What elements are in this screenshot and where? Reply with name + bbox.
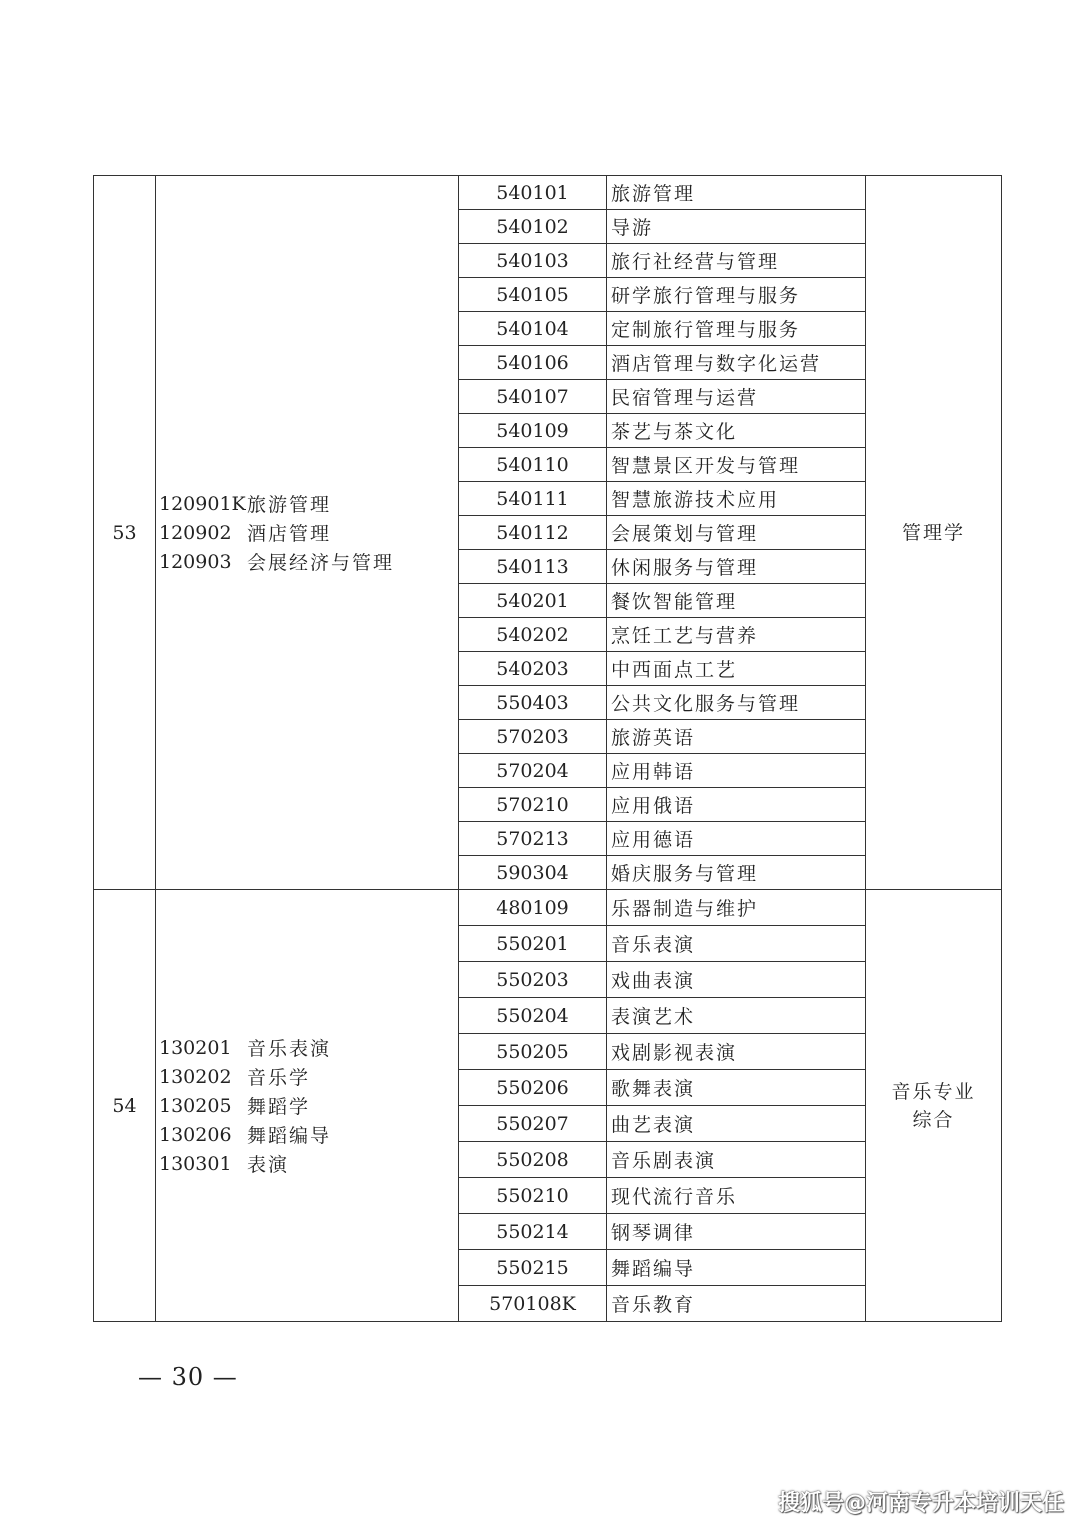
vocational-major-code: 570108K xyxy=(459,1286,607,1322)
vocational-major-name: 公共文化服务与管理 xyxy=(607,686,866,720)
exam-subject-line: 管理学 xyxy=(901,521,965,544)
vocational-major-code: 550206 xyxy=(459,1070,607,1106)
vocational-major-code: 480109 xyxy=(459,890,607,926)
vocational-major-code: 550215 xyxy=(459,1250,607,1286)
exam-subject-cell xyxy=(866,176,1002,890)
watermark: 搜狐号@河南专升本培训天任 xyxy=(778,1491,1065,1516)
vocational-major-name: 旅行社经营与管理 xyxy=(607,244,866,278)
vocational-major-name: 舞蹈编导 xyxy=(607,1250,866,1286)
undergrad-major-name: 音乐学 xyxy=(247,1067,311,1089)
vocational-major-name: 音乐教育 xyxy=(607,1286,866,1322)
undergrad-major-name: 表演 xyxy=(247,1154,290,1176)
vocational-major-name: 现代流行音乐 xyxy=(607,1178,866,1214)
vocational-major-name: 钢琴调律 xyxy=(607,1214,866,1250)
vocational-major-code: 570210 xyxy=(459,788,607,822)
vocational-major-name: 表演艺术 xyxy=(607,998,866,1034)
vocational-major-code: 540111 xyxy=(459,482,607,516)
vocational-major-name: 音乐剧表演 xyxy=(607,1142,866,1178)
vocational-major-code: 540106 xyxy=(459,346,607,380)
undergrad-major-name: 舞蹈编导 xyxy=(247,1125,332,1147)
undergrad-major-item xyxy=(159,518,458,547)
vocational-major-code: 540105 xyxy=(459,278,607,312)
vocational-major-name: 智慧景区开发与管理 xyxy=(607,448,866,482)
vocational-major-code: 540203 xyxy=(459,652,607,686)
vocational-major-code: 570203 xyxy=(459,720,607,754)
undergrad-major-code: 130301 xyxy=(159,1152,232,1175)
vocational-major-name: 定制旅行管理与服务 xyxy=(607,312,866,346)
undergrad-major-item xyxy=(159,547,458,576)
vocational-major-name: 歌舞表演 xyxy=(607,1070,866,1106)
undergrad-major-code: 120901K xyxy=(159,492,246,515)
vocational-major-name: 烹饪工艺与营养 xyxy=(607,618,866,652)
vocational-major-code: 540101 xyxy=(459,176,607,210)
undergrad-major-code: 130202 xyxy=(159,1065,232,1088)
table-row xyxy=(94,890,1002,926)
undergrad-major-code: 130201 xyxy=(159,1036,232,1059)
group-seq: 53 xyxy=(94,176,156,890)
vocational-major-code: 540112 xyxy=(459,516,607,550)
undergrad-major-name: 会展经济与管理 xyxy=(247,552,395,574)
vocational-major-code: 540107 xyxy=(459,380,607,414)
vocational-major-name: 曲艺表演 xyxy=(607,1106,866,1142)
undergrad-major-name: 舞蹈学 xyxy=(247,1096,311,1118)
vocational-major-code: 540202 xyxy=(459,618,607,652)
undergrad-major-item xyxy=(159,489,458,518)
vocational-major-name: 旅游管理 xyxy=(607,176,866,210)
vocational-major-code: 540113 xyxy=(459,550,607,584)
vocational-major-name: 应用韩语 xyxy=(607,754,866,788)
page-number: — 30 — xyxy=(138,1363,238,1391)
group-seq: 54 xyxy=(94,890,156,1322)
undergrad-major-item xyxy=(159,1091,458,1120)
undergrad-major-code: 130206 xyxy=(159,1123,232,1146)
vocational-major-code: 550205 xyxy=(459,1034,607,1070)
undergrad-major-code: 120902 xyxy=(159,521,232,544)
exam-subject-cell xyxy=(866,890,1002,1322)
undergrad-major-item xyxy=(159,1062,458,1091)
vocational-major-name: 戏剧影视表演 xyxy=(607,1034,866,1070)
vocational-major-name: 导游 xyxy=(607,210,866,244)
undergrad-major-item xyxy=(159,1149,458,1178)
vocational-major-code: 570213 xyxy=(459,822,607,856)
vocational-major-code: 550214 xyxy=(459,1214,607,1250)
vocational-major-name: 中西面点工艺 xyxy=(607,652,866,686)
undergrad-major-name: 旅游管理 xyxy=(247,494,332,516)
major-mapping-table xyxy=(93,175,1002,1322)
vocational-major-name: 会展策划与管理 xyxy=(607,516,866,550)
vocational-major-name: 酒店管理与数字化运营 xyxy=(607,346,866,380)
vocational-major-code: 540104 xyxy=(459,312,607,346)
undergrad-majors-cell xyxy=(156,176,459,890)
vocational-major-code: 540103 xyxy=(459,244,607,278)
vocational-major-code: 550204 xyxy=(459,998,607,1034)
undergrad-major-name: 音乐表演 xyxy=(247,1038,332,1060)
vocational-major-code: 590304 xyxy=(459,856,607,890)
vocational-major-code: 550208 xyxy=(459,1142,607,1178)
undergrad-majors-cell xyxy=(156,890,459,1322)
vocational-major-name: 音乐表演 xyxy=(607,926,866,962)
vocational-major-name: 茶艺与茶文化 xyxy=(607,414,866,448)
vocational-major-code: 550203 xyxy=(459,962,607,998)
vocational-major-code: 540109 xyxy=(459,414,607,448)
undergrad-major-code: 130205 xyxy=(159,1094,232,1117)
exam-subject-line: 音乐专业 xyxy=(891,1080,976,1103)
vocational-major-name: 应用俄语 xyxy=(607,788,866,822)
vocational-major-code: 570204 xyxy=(459,754,607,788)
vocational-major-code: 550210 xyxy=(459,1178,607,1214)
vocational-major-name: 乐器制造与维护 xyxy=(607,890,866,926)
vocational-major-name: 餐饮智能管理 xyxy=(607,584,866,618)
vocational-major-name: 智慧旅游技术应用 xyxy=(607,482,866,516)
vocational-major-name: 戏曲表演 xyxy=(607,962,866,998)
vocational-major-code: 540110 xyxy=(459,448,607,482)
table-row xyxy=(94,176,1002,210)
vocational-major-code: 550207 xyxy=(459,1106,607,1142)
vocational-major-name: 旅游英语 xyxy=(607,720,866,754)
undergrad-major-code: 120903 xyxy=(159,550,232,573)
vocational-major-name: 婚庆服务与管理 xyxy=(607,856,866,890)
vocational-major-name: 应用德语 xyxy=(607,822,866,856)
vocational-major-code: 540102 xyxy=(459,210,607,244)
vocational-major-name: 民宿管理与运营 xyxy=(607,380,866,414)
undergrad-major-name: 酒店管理 xyxy=(247,523,332,545)
undergrad-major-item xyxy=(159,1033,458,1062)
vocational-major-name: 休闲服务与管理 xyxy=(607,550,866,584)
vocational-major-code: 550201 xyxy=(459,926,607,962)
vocational-major-code: 540201 xyxy=(459,584,607,618)
vocational-major-name: 研学旅行管理与服务 xyxy=(607,278,866,312)
vocational-major-code: 550403 xyxy=(459,686,607,720)
exam-subject-line: 综合 xyxy=(912,1108,955,1131)
undergrad-major-item xyxy=(159,1120,458,1149)
